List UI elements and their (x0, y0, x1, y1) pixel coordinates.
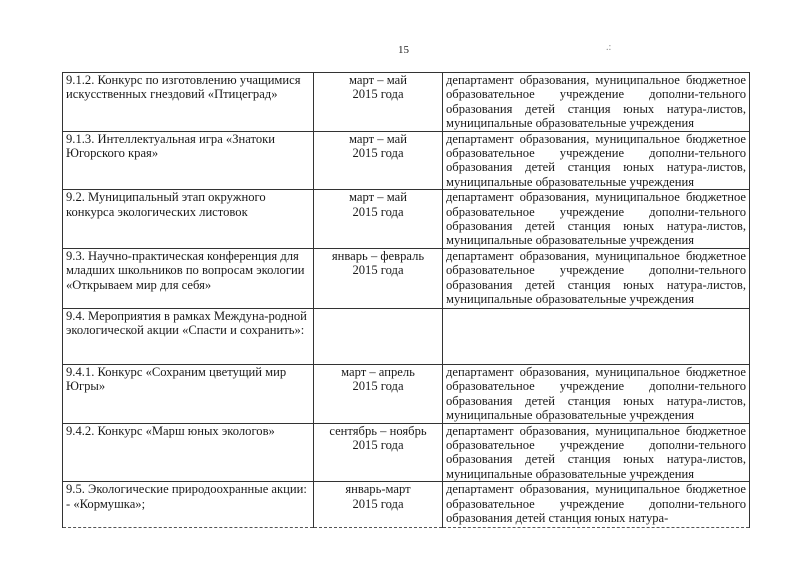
responsible-cell: департамент образования, муниципальное бюджетное образовательное учреждение дополни-тельного образования детей станция юных натура-листов, муниципальные образовательные учреждения (443, 364, 750, 423)
responsible-cell: департамент образования, муниципальное бюджетное образовательное учреждение дополни-тельного образования детей станция юных натура- (443, 482, 750, 528)
period-cell: январь – февраль 2015 года (314, 248, 443, 308)
table-row (63, 73, 750, 132)
responsible-cell: департамент образования, муниципальное бюджетное образовательное учреждение дополни-тельного образования детей станция юных натура-листов, муниципальные образовательные учреждения (443, 423, 750, 482)
period-cell: март – май 2015 года (314, 190, 443, 249)
event-cell: 9.5. Экологические природоохранные акции: - «Кормушка»; (63, 482, 314, 528)
event-cell: 9.1.2. Конкурс по изготовлению учащимися искусственных гнездовий «Птицеград» (63, 73, 314, 132)
event-cell: 9.4.1. Конкурс «Сохраним цветущий мир Югры» (63, 364, 314, 423)
event-cell: 9.3. Научно-практическая конференция для младших школьников по вопросам экологии «Открываем мир для себя» (63, 248, 314, 308)
responsible-cell: департамент образования, муниципальное бюджетное образовательное учреждение дополни-тельного образования детей станция юных натура-листов, муниципальные образовательные учреждения (443, 73, 750, 132)
table-row (63, 190, 750, 249)
table-row (63, 131, 750, 190)
page-number: 15 (398, 44, 409, 56)
table-row (63, 248, 750, 308)
event-cell: 9.1.3. Интеллектуальная игра «Знатоки Югорского края» (63, 131, 314, 190)
responsible-cell: департамент образования, муниципальное бюджетное образовательное учреждение дополни-тельного образования детей станция юных натура-листов, муниципальные образовательные учреждения (443, 131, 750, 190)
table-row (63, 482, 750, 528)
period-cell: март – май 2015 года (314, 131, 443, 190)
table-row (63, 308, 750, 364)
period-cell: сентябрь – ноябрь 2015 года (314, 423, 443, 482)
table-row (63, 423, 750, 482)
events-table (62, 72, 750, 528)
event-cell: 9.2. Муниципальный этап окружного конкурса экологических листовок (63, 190, 314, 249)
scan-mark: .: (606, 42, 612, 53)
responsible-cell: департамент образования, муниципальное бюджетное образовательное учреждение дополни-тельного образования детей станция юных натура-листов, муниципальные образовательные учреждения (443, 190, 750, 249)
table-row (63, 364, 750, 423)
responsible-cell: департамент образования, муниципальное бюджетное образовательное учреждение дополни-тельного образования детей станция юных натура-листов, муниципальные образовательные учреждения (443, 248, 750, 308)
period-cell: март – май 2015 года (314, 73, 443, 132)
event-cell: 9.4.2. Конкурс «Марш юных экологов» (63, 423, 314, 482)
period-cell (314, 308, 443, 364)
period-cell: январь-март 2015 года (314, 482, 443, 528)
responsible-cell (443, 308, 750, 364)
period-cell: март – апрель 2015 года (314, 364, 443, 423)
event-cell: 9.4. Мероприятия в рамках Междуна-родной экологической акции «Спасти и сохранить»: (63, 308, 314, 364)
